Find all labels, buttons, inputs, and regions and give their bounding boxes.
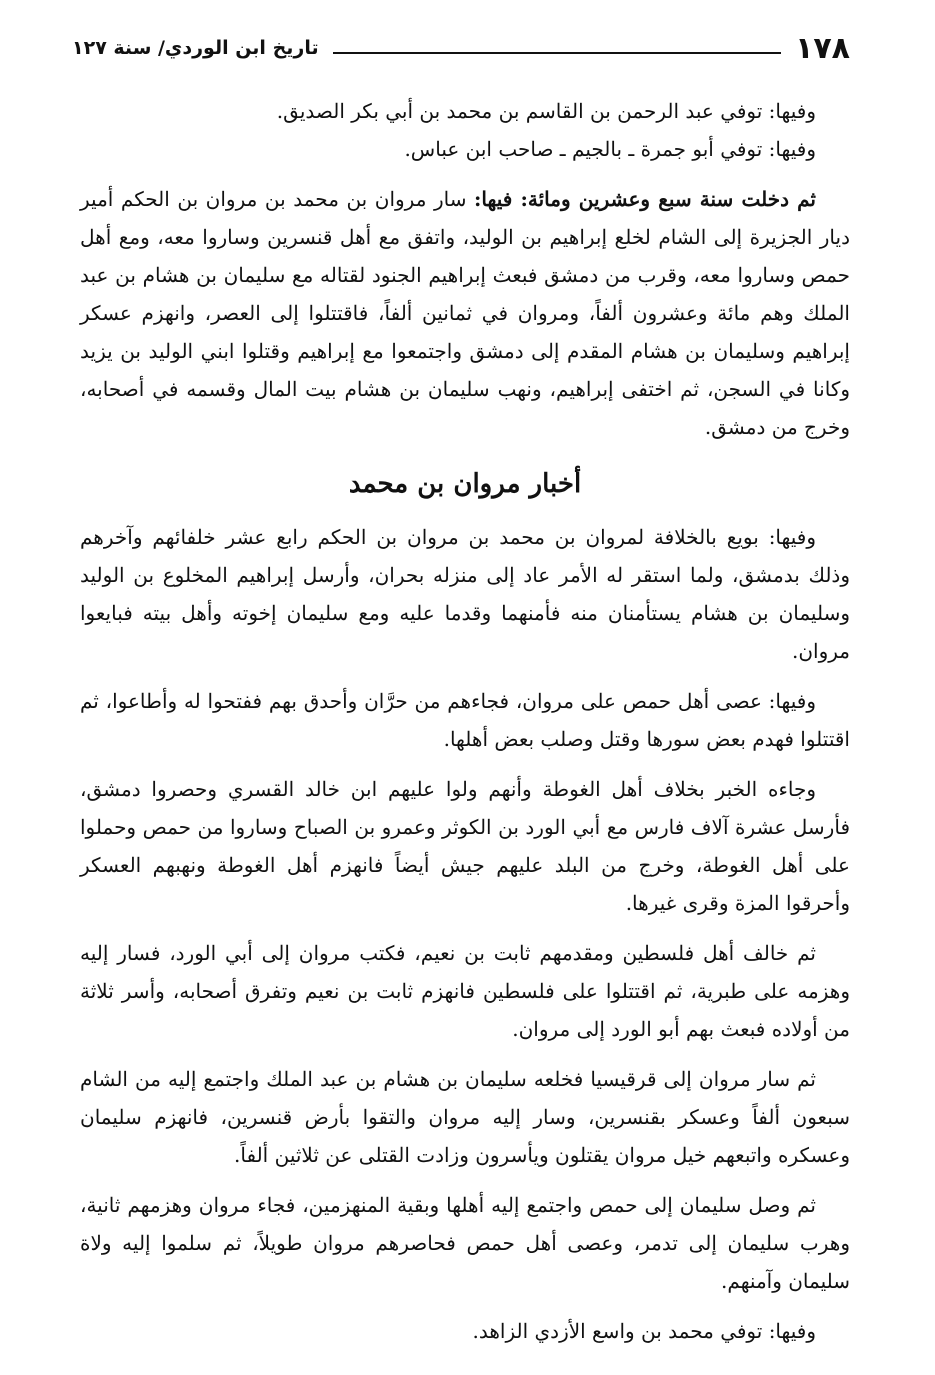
year-heading-inline: ثم دخلت سنة سبع وعشرين ومائة: فيها: — [474, 187, 817, 211]
paragraph-hims-revolt: وفيها: عصى أهل حمص على مروان، فجاءهم من حرَّان وأحدق بهم ففتحوا له وأطاعوا، ثم اقتتلوا فهدم بعض سورها وقتل وصلب بعض أهلها. — [80, 689, 850, 751]
page-body — [80, 92, 850, 1350]
paragraph-year-127 — [80, 180, 850, 446]
paragraph-qarqisiya: ثم سار مروان إلى قرقيسيا فخلعه سليمان بن هشام بن عبد الملك واجتمع إليه من الشام سبعون ألفاً وعسكر بقنسرين، وسار إليه مروان والتقوا بأرض قنسرين، فانهزم سليمان وعسكره واتبعهم خيل مروان يقتلون ويأسرون وزادت القتلى عن ثلاثين ألفاً. — [80, 1067, 850, 1167]
paragraph-bayah: وفيها: بويع بالخلافة لمروان بن محمد بن مروان بن الحكم رابع عشر خلفائهم وآخرهم وذلك بدمشق، ولما استقر له الأمر عاد إلى منزله بحران، وأرسل إبراهيم المخلوع بن الوليد وسليمان بن هشام يستأمنان منه فأمنهما وقدما عليه ومع سليمان إخوته وأهل بيته فبايعوا مروان. — [80, 525, 850, 663]
paragraph-muhammad-wasi-death: وفيها: توفي محمد بن واسع الأزدي الزاهد. — [472, 1319, 816, 1343]
paragraph-abu-jamra-death: وفيها: توفي أبو جمرة ـ بالجيم ـ صاحب ابن عباس. — [404, 137, 816, 161]
page-number: ١٧٨ — [795, 30, 850, 66]
paragraph-sulayman-hims: ثم وصل سليمان إلى حمص واجتمع إليه أهلها وبقية المنهزمين، فجاء مروان وهزمهم ثانية، وهرب سليمان إلى تدمر، وعصى أهل حمص فحاصرهم مروان طويلاً، ثم سلموا إليه ولاة سليمان وآمنهم. — [80, 1193, 850, 1293]
page-header — [72, 30, 850, 66]
paragraph-abdurrahman-death: وفيها: توفي عبد الرحمن بن القاسم بن محمد بن أبي بكر الصديق. — [276, 99, 816, 123]
paragraph-year-127-text: سار مروان بن محمد بن مروان بن الحكم أمير ديار الجزيرة إلى الشام لخلع إبراهيم بن الوليد، واتفق مع أهل قنسرين وساروا معه، ومع أهل حمص وساروا معه، وقرب من دمشق فبعث إبراهيم الجنود لقتاله مع سليمان بن هشام بن عبد الملك وهم مائة وعشرون ألفاً، ومروان في ثمانين ألفاً، فاقتتلوا إلى العصر، وانهزم عسكر إبراهيم وسليمان بن هشام المقدم إلى دمشق واجتمعوا مع إبراهيم وقتلوا ابني الوليد بن يزيد وكانا في السجن، ثم اختفى إبراهيم، ونهب سليمان بن هشام بيت المال وقسمه في أصحابه، وخرج من دمشق. — [80, 187, 850, 439]
paragraph-ghouta: وجاءه الخبر بخلاف أهل الغوطة وأنهم ولوا عليهم ابن خالد القسري وحصروا دمشق، فأرسل عشرة آلاف فارس مع أبي الورد بن الكوثر وعمرو بن الصباح وساروا من حمص وحملوا على أهل الغوطة، وخرج من البلد عليهم جيش أيضاً فانهزم أهل الغوطة ونهبهم العسكر وأحرقوا المزة وقرى غيرها. — [80, 777, 850, 915]
paragraph-palestine: ثم خالف أهل فلسطين ومقدمهم ثابت بن نعيم، فكتب مروان إلى أبي الورد، فسار إليه وهزمه على طبرية، ثم اقتتلوا على فلسطين فانهزم ثابت بن نعيم وتفرق أصحابه، وأسر ثلاثة من أولاده فبعث بهم أبو الورد إلى مروان. — [80, 941, 850, 1041]
header-rule — [333, 52, 781, 54]
running-title: تاريخ ابن الوردي/ سنة ١٢٧ — [72, 37, 319, 59]
section-heading: أخبار مروان بن محمد — [348, 469, 582, 499]
